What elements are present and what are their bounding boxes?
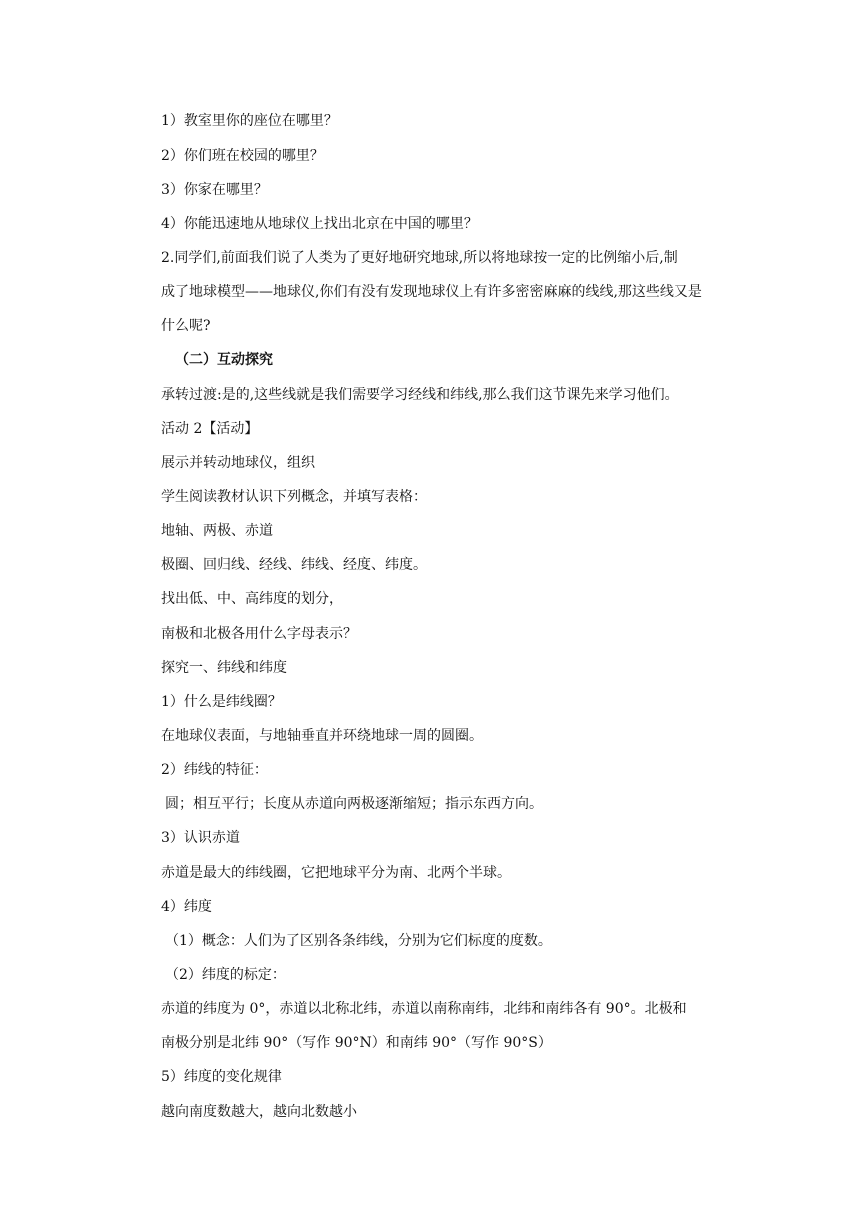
paragraph-globe-line-3: 什么呢?: [161, 318, 211, 334]
paragraph-globe-line-1: 2.同学们,前面我们说了人类为了更好地研究地球,所以将地球按一定的比例缩小后,制: [161, 250, 678, 266]
activity-read-textbook: 学生阅读教材认识下列概念，并填写表格：: [161, 489, 427, 505]
activity-show-globe: 展示并转动地球仪，组织: [161, 455, 315, 471]
equator-text: 赤道是最大的纬线圈，它把地球平分为南、北两个半球。: [161, 865, 511, 881]
paragraph-globe-line-2: 成了地球模型——地球仪,你们有没有发现地球仪上有许多密密麻麻的线线,那这些线又是: [161, 284, 702, 300]
question-home: 3）你家在哪里？: [161, 182, 268, 198]
question-beijing: 4）你能迅速地从地球仪上找出北京在中国的哪里？: [161, 216, 478, 232]
task-pole-letters: 南极和北极各用什么字母表示？: [161, 626, 357, 642]
latitude-features-heading: 2）纬线的特征：: [161, 762, 268, 778]
section-heading-interactive: （二）互动探究: [175, 352, 273, 368]
latitude-circle-answer: 在地球仪表面，与地轴垂直并环绕地球一周的圆圈。: [161, 728, 483, 744]
latitude-circle-question: 1）什么是纬线圈？: [161, 694, 282, 710]
latitude-concept: （1）概念：人们为了区别各条纬线，分别为它们标度的度数。: [165, 933, 552, 949]
explore-one-heading: 探究一、纬线和纬度: [161, 660, 287, 676]
concept-list-1: 地轴、两极、赤道: [161, 523, 273, 539]
latitude-marking-line-1: 赤道的纬度为 0°，赤道以北称北纬，赤道以南称南纬，北纬和南纬各有 90°。北极和: [161, 1001, 687, 1017]
latitude-features-text: 圆；相互平行；长度从赤道向两极逐渐缩短；指示东西方向。: [165, 796, 543, 812]
question-class: 2）你们班在校园的哪里？: [161, 148, 324, 164]
latitude-change-text: 越向南度数越大，越向北数越小: [161, 1104, 357, 1120]
latitude-degree-heading: 4）纬度: [161, 899, 212, 915]
activity-heading: 活动 2【活动】: [161, 421, 259, 437]
equator-heading: 3）认识赤道: [161, 830, 240, 846]
latitude-change-heading: 5）纬度的变化规律: [161, 1069, 282, 1085]
concept-list-2: 极圈、回归线、经线、纬线、经度、纬度。: [161, 557, 427, 573]
latitude-marking-line-2: 南极分别是北纬 90°（写作 90°N）和南纬 90°（写作 90°S）: [161, 1035, 552, 1051]
question-seat: 1）教室里你的座位在哪里？: [161, 113, 338, 129]
task-latitude-zones: 找出低、中、高纬度的划分，: [161, 591, 343, 607]
latitude-marking-heading: （2）纬度的标定：: [165, 967, 286, 983]
transition-text: 承转过渡:是的,这些线就是我们需要学习经线和纬线,那么我们这节课先来学习他们。: [161, 387, 679, 403]
